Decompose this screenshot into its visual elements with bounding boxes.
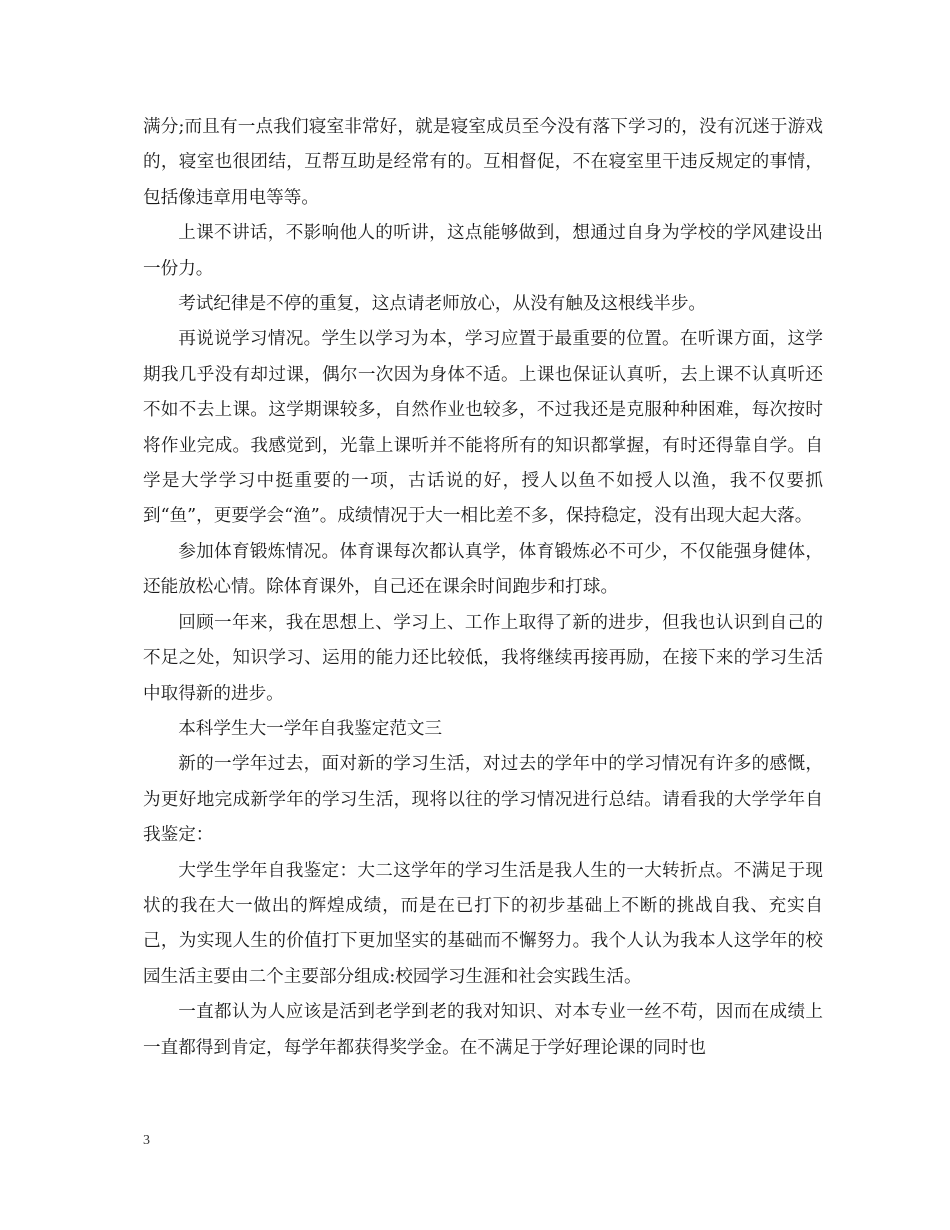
- document-body: [143, 110, 823, 1066]
- paragraph-new-year-intro: 新的一学年过去，面对新的学习生活，对过去的学年中的学习情况有许多的感慨，为更好地完成新学年的学习生活，现将以往的学习情况进行总结。请看我的大学学年自我鉴定：: [143, 754, 823, 846]
- paragraph-exam-discipline: 考试纪律是不停的重复，这点请老师放心，从没有触及这根线半步。: [178, 294, 707, 315]
- paragraph-dorm-continuation: 满分;而且有一点我们寝室非常好，就是寝室成员至今没有落下学习的，没有沉迷于游戏的，寝室也很团结，互帮互助是经常有的。互相督促，不在寝室里干违反规定的事情，包括像违章用电等等。: [143, 117, 823, 208]
- paragraph-classroom-conduct: 上课不讲话，不影响他人的听讲，这点能够做到，想通过自身为学校的学风建设出一份力。: [143, 223, 823, 279]
- paragraph-lifelong-learning: 一直都认为人应该是活到老学到老的我对知识、对本专业一丝不苟，因而在成绩上一直都得到肯定，每学年都获得奖学金。在不满足于学好理论课的同时也: [143, 1002, 823, 1058]
- paragraph-year-review: 回顾一年来，我在思想上、学习上、工作上取得了新的进步，但我也认识到自己的不足之处，知识学习、运用的能力还比较低，我将继续再接再励，在接下来的学习生活中取得新的进步。: [143, 612, 823, 704]
- section-heading: 本科学生大一学年自我鉴定范文三: [178, 718, 443, 739]
- page-number: 3: [143, 1133, 150, 1148]
- paragraph-study-situation: 再说说学习情况。学生以学习为本，学习应置于最重要的位置。在听课方面，这学期我几乎没有却过课，偶尔一次因为身体不适。上课也保证认真听，去上课不认真听还不如不去上课。这学期课较多，自然作业也较多，不过我还是克服种种困难，每次按时将作业完成。我感觉到，光靠上课听并不能将所有的知识都掌握，有时还得靠自学。自学是大学学习中挺重要的一项，古话说的好，授人以鱼不如授人以渔，我不仅要抓到“鱼”，更要学会“渔”。成绩情况于大一相比差不多，保持稳定，没有出现大起大落。: [143, 329, 823, 527]
- paragraph-physical-exercise: 参加体育锻炼情况。体育课每次都认真学，体育锻炼必不可少，不仅能强身健体，还能放松心情。除体育课外，自己还在课余时间跑步和打球。: [143, 541, 823, 598]
- paragraph-self-assessment: 大学生学年自我鉴定：大二这学年的学习生活是我人生的一大转折点。不满足于现状的我在大一做出的辉煌成绩，而是在已打下的初步基础上不断的挑战自我、充实自己，为实现人生的价值打下更加坚实的基础而不懈努力。我个人认为我本人这学年的校园生活主要由二个主要部分组成:校园学习生涯和社会实践生活。: [143, 860, 823, 987]
